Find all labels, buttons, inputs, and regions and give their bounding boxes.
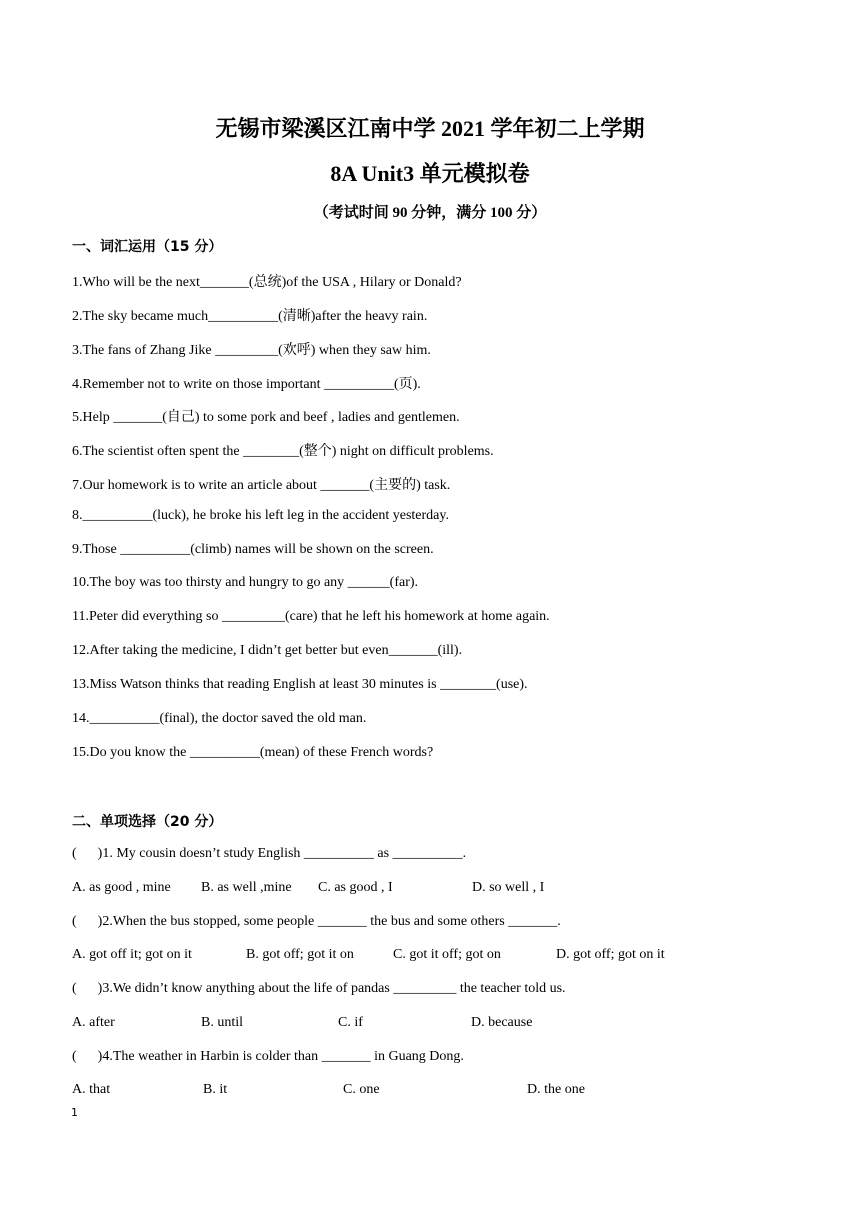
vocab-item: 10.The boy was too thirsty and hungry to go any ______(far). [72,575,419,590]
option-b: B. as well ,mine [201,880,292,895]
vocab-item: 5.Help _______(自己) to some pork and beef , ladies and gentlemen. [72,410,460,425]
vocab-item: 2.The sky became much__________(清晰)after the heavy rain. [72,309,428,324]
section-heading-vocabulary: 一、词汇运用（15 分） [72,239,223,255]
question-stem: ( )2.When the bus stopped, some people _______ the bus and some others _______. [72,914,561,929]
option-a: A. as good , mine [72,880,171,895]
vocab-item: 12.After taking the medicine, I didn’t get better but even_______(ill). [72,643,463,658]
exam-subtitle: （考试时间 90 分钟，满分 100 分） [313,205,547,221]
option-b: B. got off; got it on [246,947,354,962]
question-stem: ( )4.The weather in Harbin is colder than _______ in Guang Dong. [72,1049,464,1064]
vocab-item: 6.The scientist often spent the ________(整个) night on difficult problems. [72,444,494,459]
exam-title: 无锡市梁溪区江南中学 2021 学年初二上学期 [215,116,645,141]
option-c: C. as good , I [318,880,393,895]
option-d: D. the one [527,1082,585,1097]
page-number: 1 [71,1106,78,1119]
option-d: D. so well , I [472,880,545,895]
option-d: D. because [471,1015,533,1030]
section-heading-multiple-choice: 二、单项选择（20 分） [72,814,223,830]
question-stem: ( )3.We didn’t know anything about the life of pandas _________ the teacher told us. [72,981,566,996]
option-a: A. got off it; got on it [72,947,192,962]
vocab-item: 3.The fans of Zhang Jike _________(欢呼) when they saw him. [72,343,431,358]
exam-unit-title: 8A Unit3 单元模拟卷 [330,161,530,186]
vocab-item: 7.Our homework is to write an article about _______(主要的) task. [72,478,451,493]
vocab-item: 1.Who will be the next_______(总统)of the USA , Hilary or Donald? [72,275,462,290]
option-b: B. until [201,1015,244,1030]
vocab-item: 11.Peter did everything so _________(care) that he left his homework at home again. [72,609,550,624]
option-b: B. it [203,1082,228,1097]
option-c: C. one [343,1082,380,1097]
option-a: A. that [72,1082,111,1097]
vocab-item: 14.__________(final), the doctor saved the old man. [72,711,367,726]
option-c: C. if [338,1015,363,1030]
vocab-item: 13.Miss Watson thinks that reading English at least 30 minutes is ________(use). [72,677,528,692]
question-stem: ( )1. My cousin doesn’t study English __________ as __________. [72,846,467,861]
option-a: A. after [72,1015,115,1030]
vocab-item: 9.Those __________(climb) names will be shown on the screen. [72,542,434,557]
option-d: D. got off; got on it [556,947,665,962]
vocab-item: 8.__________(luck), he broke his left leg in the accident yesterday. [72,508,449,523]
vocab-item: 4.Remember not to write on those important __________(页). [72,377,421,392]
vocab-item: 15.Do you know the __________(mean) of these French words? [72,745,434,760]
option-c: C. got it off; got on [393,947,501,962]
